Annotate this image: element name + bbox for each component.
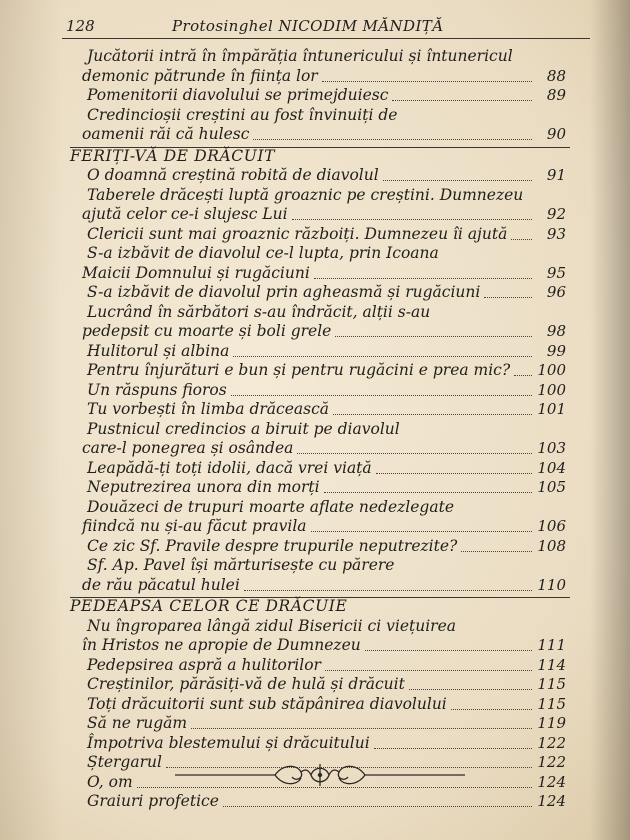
dot-leader bbox=[311, 531, 532, 532]
toc-entry-text: Taberele drăcești luptă groaznic pe creștini. Dumnezeu bbox=[87, 185, 524, 204]
toc-entry-text: Douăzeci de trupuri moarte aflate nedezlegate bbox=[87, 497, 454, 516]
toc-entry-text: Neputrezirea unora din morți bbox=[87, 478, 320, 496]
toc-entry-text: Maicii Domnului și rugăciuni bbox=[82, 263, 310, 282]
toc-entry-row[interactable] bbox=[0, 537, 630, 557]
dot-leader bbox=[244, 590, 532, 591]
dot-leader bbox=[314, 278, 532, 279]
scroll-flourish-icon bbox=[175, 760, 465, 790]
toc-entry-text: demonic pătrunde în ființa lor bbox=[82, 66, 318, 85]
toc-entry-row[interactable] bbox=[0, 400, 630, 420]
toc-entry-row[interactable] bbox=[0, 225, 630, 245]
toc-page-number: 91 bbox=[546, 166, 566, 184]
toc-entry-text: Leapădă-ți toți idolii, dacă vrei viață bbox=[87, 458, 372, 477]
dot-leader bbox=[376, 473, 532, 474]
dot-leader bbox=[392, 100, 532, 101]
toc-entry-row[interactable] bbox=[0, 478, 630, 498]
toc-entry-row[interactable] bbox=[0, 420, 630, 440]
toc-entry-text: Jucătorii intră în împărăția întunericului și întunericul bbox=[87, 47, 513, 65]
toc-page-number: 114 bbox=[537, 655, 566, 674]
toc-entry-text: pedepsit cu moarte și boli grele bbox=[82, 322, 332, 340]
toc-entry-text: în Hristos ne apropie de Dumnezeu bbox=[82, 636, 361, 654]
section-heading: FERIȚI-VĂ DE DRĂCUIT bbox=[70, 146, 276, 165]
dot-leader bbox=[322, 81, 532, 82]
dot-leader bbox=[461, 551, 532, 552]
toc-entry-row[interactable] bbox=[0, 734, 630, 754]
toc-entry-row[interactable] bbox=[0, 459, 630, 479]
toc-entry-text: Ștergarul bbox=[87, 753, 162, 771]
toc-entry-row[interactable] bbox=[0, 264, 630, 284]
toc-entry-row[interactable] bbox=[0, 675, 630, 695]
toc-entry-row[interactable] bbox=[0, 322, 630, 342]
toc-entry-row[interactable] bbox=[0, 86, 630, 106]
toc-entry-text: Graiuri profetice bbox=[87, 792, 219, 810]
toc-page-number: 88 bbox=[546, 66, 566, 85]
dot-leader bbox=[335, 336, 532, 337]
toc-entry-text: S-a izbăvit de diavolul prin agheasmă și rugăciuni bbox=[87, 283, 481, 301]
dot-leader bbox=[253, 139, 532, 140]
toc-entry-text: Un răspuns fioros bbox=[87, 380, 227, 399]
toc-page-number: 95 bbox=[546, 263, 566, 282]
dot-leader bbox=[514, 375, 532, 376]
dot-leader bbox=[484, 297, 532, 298]
toc-entry-text: Ce zic Sf. Pravile despre trupurile neputrezite? bbox=[87, 536, 458, 555]
toc-entry-text: oamenii răi că hulesc bbox=[82, 125, 250, 143]
toc-page-number: 124 bbox=[537, 792, 566, 810]
toc-entry-row[interactable] bbox=[0, 303, 630, 323]
toc-entry-row[interactable] bbox=[0, 498, 630, 518]
toc-page-number: 110 bbox=[537, 575, 566, 594]
toc-page-number: 92 bbox=[546, 205, 566, 223]
toc-entry-text: Sf. Ap. Pavel își mărturisește cu părere bbox=[87, 556, 395, 574]
toc-entry-row[interactable] bbox=[0, 617, 630, 637]
toc-entry-text: Pustnicul credincios a biruit pe diavolul bbox=[87, 419, 400, 438]
dot-leader bbox=[231, 395, 532, 396]
dot-leader bbox=[223, 806, 532, 807]
toc-entry-row[interactable] bbox=[0, 47, 630, 67]
toc-entry-text: Pentru înjurături e bun și pentru rugăcini e prea mic? bbox=[87, 361, 511, 379]
toc-page-number: 100 bbox=[537, 380, 566, 399]
toc-page-number: 106 bbox=[537, 517, 566, 535]
toc-page-number: 122 bbox=[537, 733, 566, 752]
toc-entry-text: O, om bbox=[87, 772, 133, 791]
dot-leader bbox=[325, 670, 532, 671]
toc-page-number: 100 bbox=[537, 361, 566, 379]
toc-page-number: 96 bbox=[546, 283, 566, 301]
running-title: Protosinghel NICODIM MĂNDIȚĂ bbox=[172, 17, 444, 35]
toc-entry-row[interactable] bbox=[0, 695, 630, 715]
toc-entry-row[interactable] bbox=[0, 576, 630, 596]
toc-page-number: 124 bbox=[537, 772, 566, 791]
toc-page-number: 103 bbox=[537, 439, 566, 457]
toc-entry-row[interactable] bbox=[0, 792, 630, 812]
toc-page-number: 104 bbox=[537, 458, 566, 477]
dot-leader bbox=[324, 492, 532, 493]
toc-page-number: 90 bbox=[546, 125, 566, 143]
dot-leader bbox=[297, 453, 532, 454]
toc-entry-row[interactable] bbox=[0, 205, 630, 225]
toc-entry-text: O doamnă creștină robită de diavolul bbox=[87, 166, 379, 184]
toc-entry-text: Toți drăcuitorii sunt sub stăpânirea diavolului bbox=[87, 694, 447, 713]
toc-entry-row[interactable] bbox=[0, 283, 630, 303]
toc-entry-text: de rău păcatul hulei bbox=[82, 575, 240, 594]
toc-page-number: 89 bbox=[546, 86, 566, 104]
toc-entry-text: fiindcă nu și-au făcut pravila bbox=[82, 517, 307, 535]
dot-leader bbox=[191, 728, 532, 729]
dot-leader bbox=[383, 180, 532, 181]
toc-entry-text: care-l ponegrea și osândea bbox=[82, 439, 294, 457]
toc-entry-text: Nu îngroparea lângă zidul Bisericii ci viețuirea bbox=[87, 616, 456, 635]
page-number: 128 bbox=[66, 17, 95, 35]
dot-leader bbox=[511, 239, 532, 240]
toc-entry-text: Împotriva blestemului și drăcuitului bbox=[87, 733, 370, 752]
dot-leader bbox=[233, 356, 532, 357]
toc-page-number: 122 bbox=[537, 753, 566, 771]
toc-entry-text: Lucrând în sărbători s-au îndrăcit, alții s-au bbox=[87, 302, 431, 321]
toc-entry-row[interactable] bbox=[0, 244, 630, 264]
toc-entry-row[interactable] bbox=[0, 636, 630, 656]
toc-entry-text: Clericii sunt mai groaznic războiți. Dumnezeu îi ajută bbox=[87, 224, 508, 243]
toc-page-number: 119 bbox=[537, 714, 566, 732]
toc-entry-row[interactable] bbox=[0, 381, 630, 401]
dot-leader bbox=[451, 709, 532, 710]
toc-page-number: 105 bbox=[537, 478, 566, 496]
section-heading: PEDEAPSA CELOR CE DRĂCUIE bbox=[70, 597, 348, 615]
toc-entry-row[interactable] bbox=[0, 125, 630, 145]
toc-entry-text: Pedepsirea aspră a hulitorilor bbox=[87, 655, 321, 674]
dot-leader bbox=[409, 689, 532, 690]
toc-entry-row[interactable] bbox=[0, 67, 630, 87]
toc-entry-text: Pomenitorii diavolului se primejduiesc bbox=[87, 86, 389, 104]
toc-page-number: 93 bbox=[546, 224, 566, 243]
dot-leader bbox=[292, 219, 532, 220]
toc-entry-row[interactable] bbox=[0, 517, 630, 537]
toc-entry-row[interactable] bbox=[0, 361, 630, 381]
toc-page-number: 98 bbox=[546, 322, 566, 340]
toc-entry-row[interactable] bbox=[0, 106, 630, 126]
toc-entry-row[interactable] bbox=[0, 556, 630, 576]
toc-entry-row[interactable] bbox=[0, 186, 630, 206]
toc-page-number: 101 bbox=[537, 400, 566, 418]
dot-leader bbox=[365, 650, 532, 651]
dot-leader bbox=[374, 748, 532, 749]
toc-page-number: 99 bbox=[546, 341, 566, 360]
toc-page-number: 115 bbox=[537, 675, 566, 693]
toc-entry-row[interactable] bbox=[0, 714, 630, 734]
toc-entry-row[interactable] bbox=[0, 656, 630, 676]
toc-page-number: 111 bbox=[537, 636, 566, 654]
toc-entry-text: Tu vorbești în limba drăcească bbox=[87, 400, 330, 418]
toc-entry-row[interactable] bbox=[0, 166, 630, 186]
toc-entry-text: Să ne rugăm bbox=[87, 714, 188, 732]
toc-entry-row[interactable] bbox=[0, 342, 630, 362]
toc-entry-text: S-a izbăvit de diavolul ce-l lupta, prin Icoana bbox=[87, 244, 439, 262]
toc-entry-text: Hulitorul și albina bbox=[87, 341, 230, 360]
dot-leader bbox=[333, 414, 532, 415]
toc-entry-text: Credincioșii creștini au fost învinuiți de bbox=[87, 105, 398, 124]
toc-page-number: 108 bbox=[537, 536, 566, 555]
toc-entry-text: ajută celor ce-i slujesc Lui bbox=[82, 205, 288, 223]
toc-entry-text: Creștinilor, părăsiți-vă de hulă și drăcuit bbox=[87, 675, 405, 693]
toc-page-number: 115 bbox=[537, 694, 566, 713]
toc-entry-row[interactable] bbox=[0, 439, 630, 459]
